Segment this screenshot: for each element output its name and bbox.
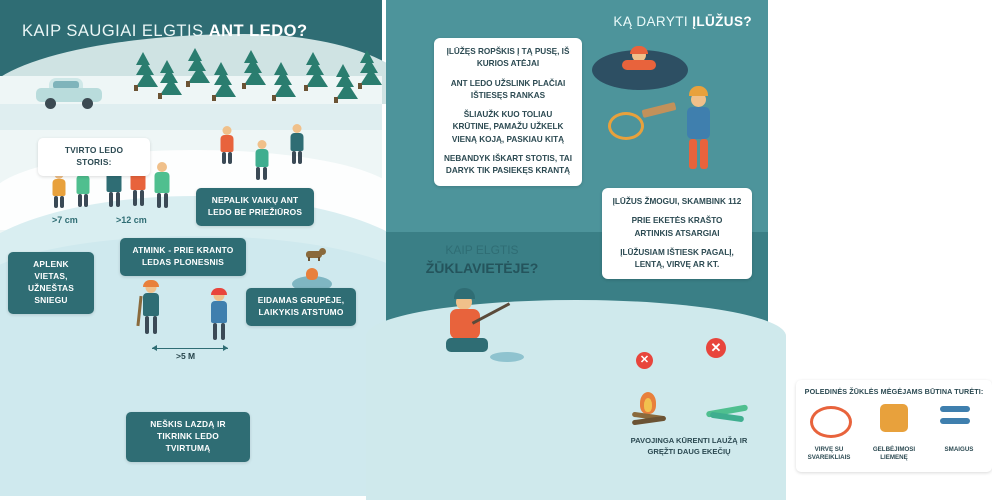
- fishing-subtitle-bold: ŽŪKLAVIETĖJE?: [425, 259, 539, 276]
- ice-fisherman-figure: [442, 290, 502, 362]
- fishing-subtitle: [402, 242, 562, 278]
- callout-shore-ice: ATMINK - PRIE KRANTO LEDAS PLONESNIS: [120, 238, 246, 276]
- dog-icon: [306, 248, 326, 260]
- gear-box: [796, 380, 992, 472]
- right-panel: [386, 0, 984, 488]
- rope-icon: [608, 112, 644, 140]
- distance-dimension-line: [152, 348, 228, 349]
- step-1: ĮLŪŽĘS ROPŠKIS Į TĄ PUSĘ, IŠ KURIOS ATĖJAI: [446, 47, 570, 69]
- callout-keep-distance: EIDAMAS GRUPĖJE, LAIKYKIS ATSTUMO: [246, 288, 356, 326]
- fishing-subtitle-plain: KAIP ELGTIS: [445, 243, 519, 257]
- thickness-adult-label: >12 cm: [116, 215, 147, 225]
- gear-title: POLEDINĖS ŽŪKLĖS MĖGĖJAMS BŪTINA TURĖTI:: [804, 387, 984, 396]
- gear-label-picks: SMAIGUS: [944, 446, 974, 453]
- callout-ice-thickness: TVIRTO LEDO STORIS:: [38, 138, 150, 176]
- person-in-ice-hole: [622, 48, 656, 74]
- ice-picks-icon: [940, 406, 970, 412]
- left-title-plain: KAIP SAUGIAI ELGTIS: [22, 22, 209, 40]
- step-4: NEBANDYK IŠKART STOTIS, TAI DARYK TIK PASIEKĘS KRANTĄ: [444, 154, 572, 176]
- walking-figure: [140, 282, 162, 338]
- callout-avoid-snow: APLENK VIETAS, UŽNEŠTAS SNIEGU: [8, 252, 94, 314]
- child-figure: [50, 170, 68, 212]
- right-title-bold: ĮLŪŽUS?: [692, 14, 752, 29]
- prohibition-badge-2: ✕: [706, 338, 726, 358]
- step-3: ŠLIAUŽK KUO TOLIAU KRŪTINE, PAMAŽU UŽKELK VIENĄ KOJĄ, PASKIAU KITĄ: [451, 110, 565, 144]
- callout-children: NEPALIK VAIKŲ ANT LEDO BE PRIEŽIŪROS: [196, 188, 314, 226]
- prohibition-badge: ✕: [636, 352, 653, 369]
- walking-figure: [208, 290, 230, 342]
- help-step-1: ĮLŪŽUS ŽMOGUI, SKAMBINK 112: [612, 197, 742, 206]
- gear-label-lifejacket: GELBĖJIMOSI LIEMENĘ: [872, 446, 916, 462]
- ice-picks-icon-2: [940, 418, 970, 424]
- help-step-2: PRIE EKETĖS KRAŠTO ARTINKIS ATSARGIAI: [631, 216, 723, 238]
- right-title-plain: KĄ DARYTI: [613, 14, 693, 29]
- adult-figure: [152, 162, 172, 212]
- help-step-3: ĮLŪŽUSIAM IŠTIESK PAGALĮ, LENTĄ, VIRVĘ AR KT.: [620, 247, 734, 270]
- skater-figure: [218, 126, 236, 166]
- callout-carry-stick: NEŠKIS LAZDĄ IR TIKRINK LEDO TVIRTUMĄ: [126, 412, 250, 462]
- left-panel: [0, 0, 382, 488]
- drill-holes-icon: [706, 398, 748, 424]
- skater-figure: [252, 140, 272, 182]
- callout-help-steps: [602, 188, 752, 279]
- person-in-hole: [306, 268, 318, 280]
- warning-text: PAVOJINGA KŪRENTI LAUŽĄ IR GRĘŽTI DAUG EKEČIŲ: [630, 436, 748, 456]
- left-title: [22, 22, 362, 41]
- right-title: [442, 14, 752, 29]
- skater-figure: [288, 124, 306, 166]
- gear-label-rope: VIRVĘ SU SVAREIKLIAIS: [807, 446, 851, 462]
- car-icon: [36, 78, 102, 108]
- lifejacket-icon: [880, 404, 908, 432]
- distance-label: >5 M: [176, 351, 196, 361]
- campfire-icon: [630, 392, 668, 426]
- rope-icon: [810, 406, 852, 438]
- step-2: ANT LEDO UŽSLINK PLAČIAI IŠTIESĘS RANKAS: [450, 78, 566, 100]
- left-title-bold: ANT LEDO?: [208, 22, 308, 40]
- rescuer-figure: [682, 86, 714, 182]
- thickness-kid-label: >7 cm: [52, 215, 78, 225]
- callout-ice-break-steps: [434, 38, 582, 186]
- fishing-hole: [490, 352, 524, 362]
